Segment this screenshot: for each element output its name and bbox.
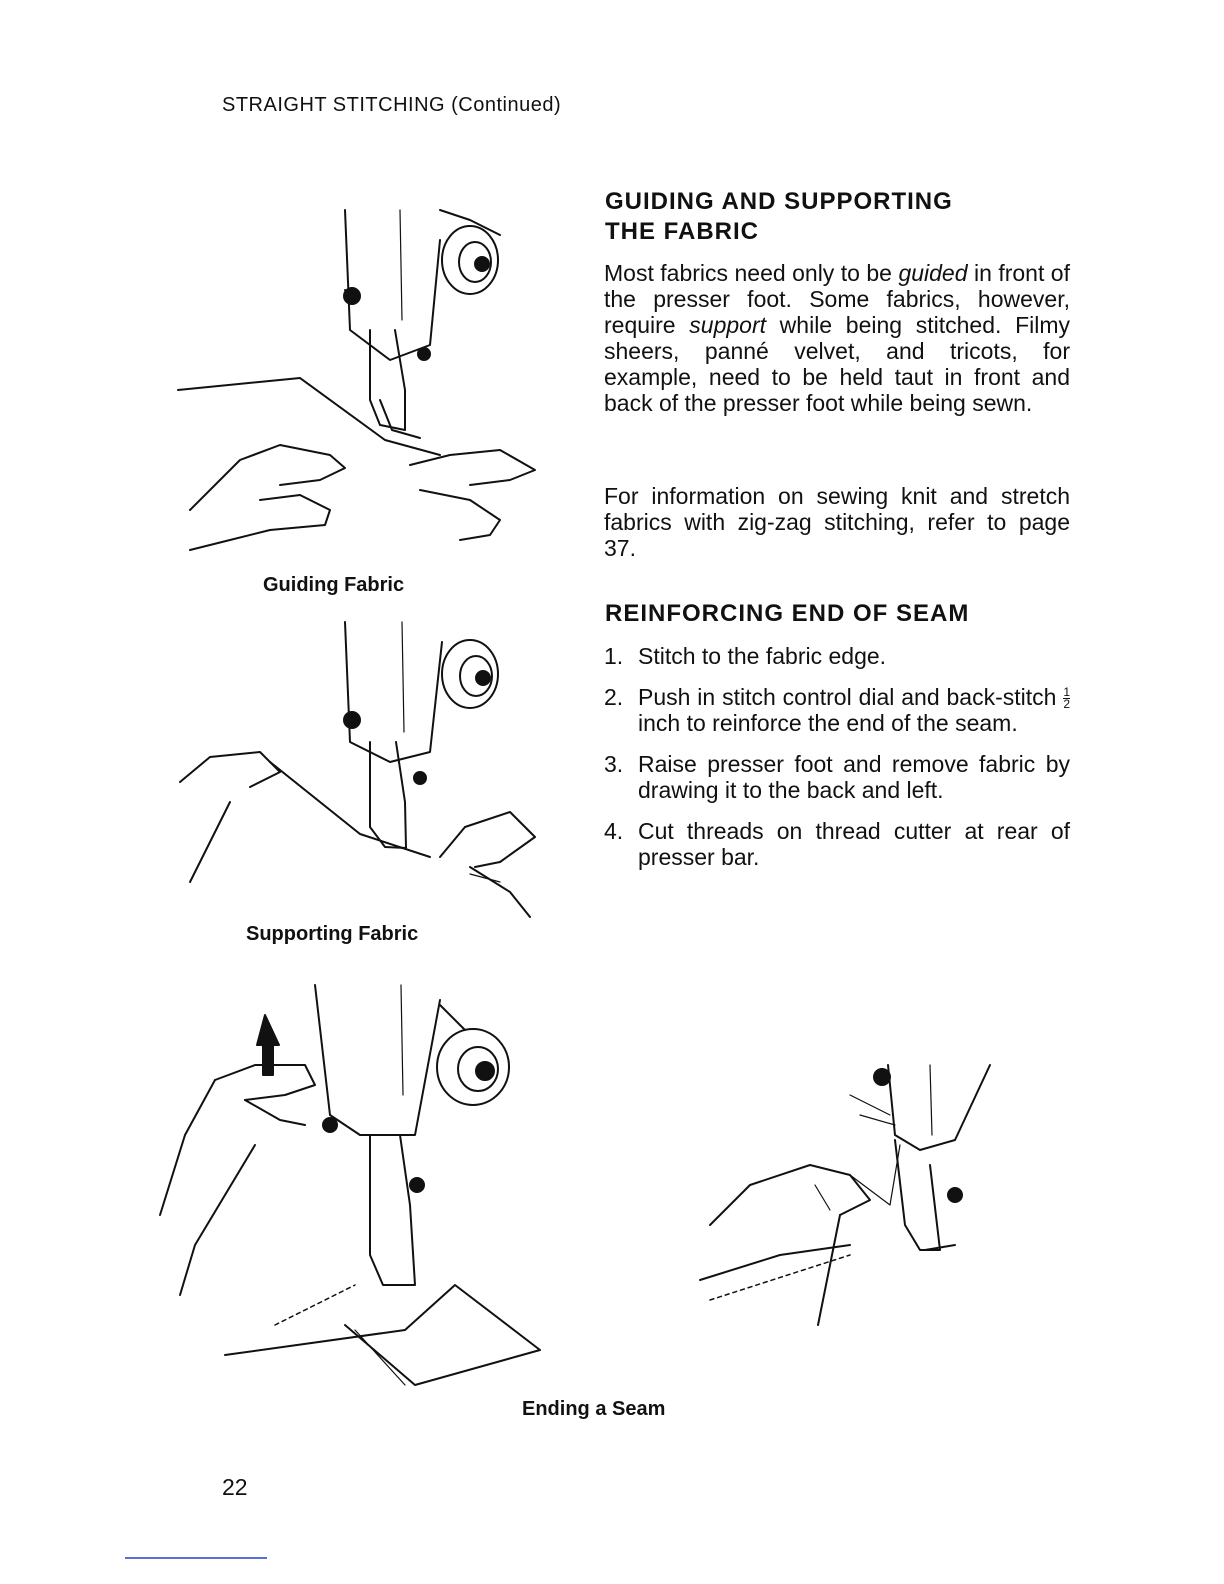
fraction-half [1063, 687, 1070, 710]
list-item [604, 818, 1070, 870]
footer-rule [125, 1557, 267, 1559]
p1-emphasis-support: support [689, 312, 766, 338]
fraction-denominator: 2 [1063, 697, 1070, 712]
p1-text-c: in front of the presser foot. Some fabrics, however, require [604, 260, 1070, 338]
step-number: 4. [604, 818, 624, 845]
supporting-fabric-caption: Supporting Fabric [246, 923, 419, 945]
section-heading-guiding [605, 187, 953, 247]
heading-line-1: GUIDING AND SUPPORTING [605, 188, 953, 215]
section-heading-reinforcing: REINFORCING END OF SEAM [605, 600, 970, 627]
step-text: Stitch to the fabric edge. [638, 643, 887, 669]
step-number: 1. [604, 643, 624, 669]
heading-line-2: THE FABRIC [605, 218, 759, 245]
reinforcing-steps-list [604, 643, 1070, 885]
fraction-numerator: 1 [1063, 685, 1070, 700]
list-item [604, 684, 1070, 736]
step-text [638, 684, 1070, 736]
list-item [604, 643, 1070, 669]
ending-seam-caption: Ending a Seam [522, 1398, 666, 1420]
paragraph-knit-reference: For information on sewing knit and stretch fabrics with zig-zag stitching, refer to page 37. [604, 483, 1070, 561]
step-number: 3. [604, 751, 624, 778]
page-number: 22 [222, 1474, 248, 1500]
ending-seam-left-illustration [155, 985, 555, 1390]
step-text-b: inch to reinforce the end of the seam. [638, 710, 1018, 737]
list-item [604, 751, 1070, 803]
p1-text-e: while being stitched. Filmy sheers, panné velvet, and tricots, for example, need to be held taut in front and back of the presser foot while being sewn. [604, 312, 1070, 416]
paragraph-guiding [604, 260, 1070, 416]
guiding-fabric-illustration [170, 200, 550, 570]
supporting-fabric-illustration [170, 612, 550, 922]
p1-emphasis-guided: guided [898, 260, 968, 286]
step-text: Raise presser foot and remove fabric by drawing it to the back and left. [638, 751, 1070, 804]
step-text: Cut threads on thread cutter at rear of presser bar. [638, 818, 1070, 871]
p1-text-a: Most fabrics need only to be [604, 260, 899, 286]
ending-seam-right-illustration [690, 1055, 1010, 1335]
step-text-a: Push in stitch control dial and back-stitch [638, 684, 1064, 710]
guiding-fabric-caption: Guiding Fabric [263, 574, 405, 596]
running-header: STRAIGHT STITCHING (Continued) [222, 94, 562, 116]
step-number: 2. [604, 684, 624, 710]
